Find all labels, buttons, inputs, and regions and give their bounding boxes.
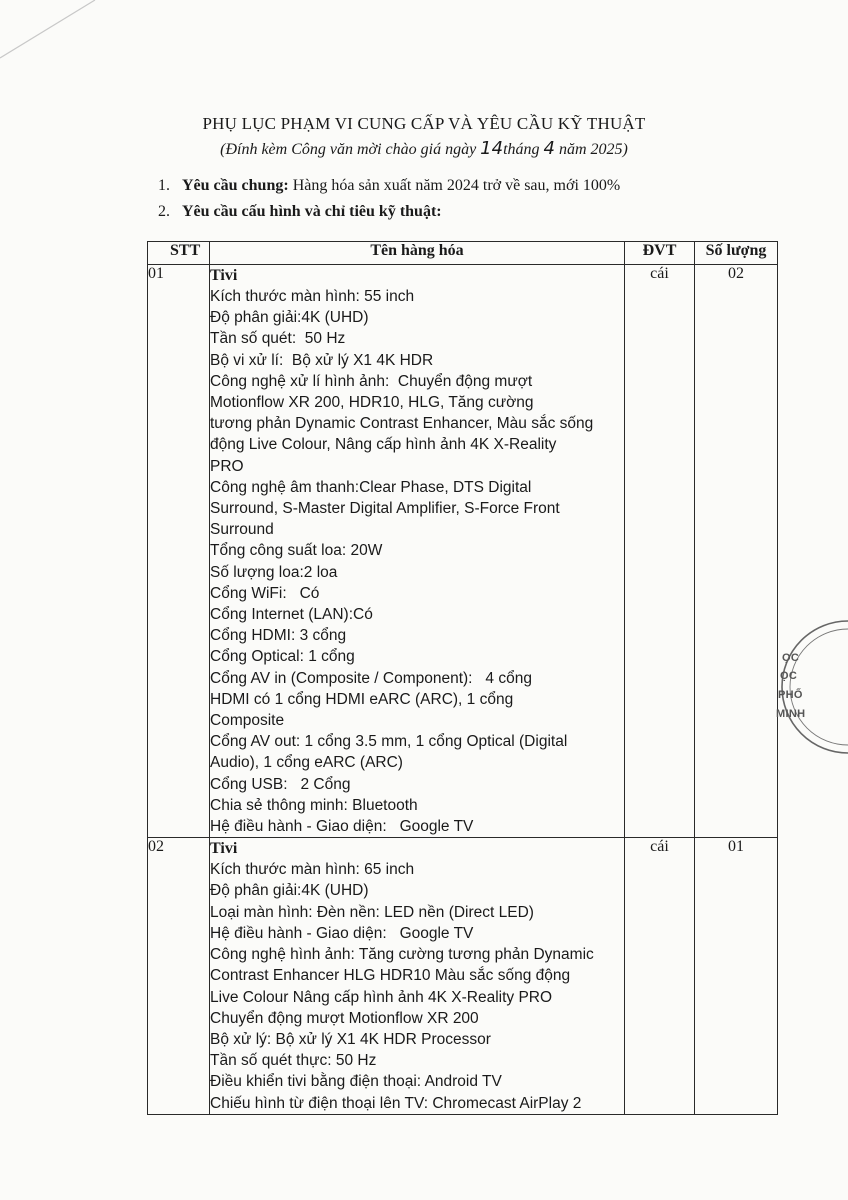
stamp-ring [762,612,848,762]
spec-line: Độ phân giải:4K (UHD) [210,309,369,327]
subtitle-month: 4 [543,138,555,159]
spec-line: Audio), 1 cổng eARC (ARC) [210,754,403,772]
spec-line: Kích thước màn hình: 65 inch [210,861,415,879]
header-qty: Số lượng [695,242,778,265]
subtitle-prefix: (Đính kèm Công văn mời chào giá ngày [220,141,477,158]
spec-line: Số lượng loa:2 loa [210,563,338,581]
stamp-line: MINH [776,708,806,720]
spec-line: Cổng USB: 2 Cổng [210,775,351,793]
spec-line: Tổng công suất loa: 20W [210,542,383,560]
cell-name [210,265,625,838]
spec-line: Tần số quét thực: 50 Hz [210,1052,377,1070]
subtitle-suffix: năm 2025) [558,141,628,158]
cell-unit: cái [625,838,695,1114]
item-name: Tivi [210,840,238,858]
requirement-text: Hàng hóa sản xuất năm 2024 trở về sau, mới 100% [288,177,621,194]
document-title: PHỤ LỤC PHẠM VI CUNG CẤP VÀ YÊU CẦU KỸ THUẬT [202,114,646,133]
stamp-line: PHỐ [778,689,803,701]
spec-line: Cổng HDMI: 3 cổng [210,627,347,645]
cell-stt: 02 [148,838,210,1114]
spec-line: Độ phân giải:4K (UHD) [210,882,369,900]
header-stt: STT [148,242,210,265]
spec-line: Tần số quét: 50 Hz [210,330,346,348]
spec-line: Surround, S-Master Digital Amplifier, S-Force Front [210,500,560,518]
spec-line: Kích thước màn hình: 55 inch [210,288,415,305]
requirement-number: 1. [158,177,170,194]
spec-line: Motionflow XR 200, HDR10, HLG, Tăng cường [210,394,534,412]
cell-name [210,838,625,1114]
red-stamp-seal [762,612,848,762]
cell-qty: 01 [695,838,778,1114]
cell-stt: 01 [148,265,210,838]
requirement-heading: Yêu cầu chung: [182,177,289,194]
spec-line: Chuyển động mượt Motionflow XR 200 [210,1009,479,1027]
requirement-heading: Yêu cầu cấu hình và chỉ tiêu kỹ thuật: [182,203,442,220]
spec-line: Chiếu hình từ điện thoại lên TV: Chromecast AirPlay 2 [210,1094,582,1112]
spec-line: Cổng Internet (LAN):Có [210,606,373,624]
folded-corner-mark [0,0,120,60]
requirement-config [158,203,442,221]
table-header-row [148,242,778,265]
spec-line: tương phản Dynamic Contrast Enhancer, Màu sắc sống [210,415,594,433]
spec-line: PRO [210,457,244,475]
stamp-line: ỌC [782,652,800,664]
spec-line: Cổng AV in (Composite / Component): 4 cổng [210,669,532,687]
spec-line: Chia sẻ thông minh: Bluetooth [210,796,418,814]
stamp-line: ỌC [780,670,798,682]
spec-line: Cổng AV out: 1 cổng 3.5 mm, 1 cổng Optical (Digital [210,733,568,751]
spec-line: Loại màn hình: Đèn nền: LED nền (Direct LED) [210,903,534,921]
spec-line: Contrast Enhancer HLG HDR10 Màu sắc sống động [210,967,571,985]
subtitle-month-label: tháng [503,141,540,158]
spec-line: động Live Colour, Nâng cấp hình ảnh 4K X-Reality [210,436,557,454]
spec-line: HDMI có 1 cổng HDMI eARC (ARC), 1 cổng [210,690,514,708]
spec-line: Hệ điều hành - Giao diện: Google TV [210,924,474,942]
header-unit: ĐVT [625,242,695,265]
subtitle-day: 14 [480,138,504,159]
spec-line: Live Colour Nâng cấp hình ảnh 4K X-Reality PRO [210,988,553,1006]
document-subtitle [0,138,848,159]
spec-line: Bộ xử lý: Bộ xử lý X1 4K HDR Processor [210,1030,491,1048]
spec-line: Surround [210,521,274,539]
spec-table [147,241,778,1115]
spec-line: Cổng WiFi: Có [210,584,320,602]
requirement-number: 2. [158,203,170,220]
spec-line: Cổng Optical: 1 cổng [210,648,355,666]
item-name: Tivi [210,267,238,284]
spec-line: Công nghệ xử lí hình ảnh: Chuyển động mượt [210,372,533,390]
cell-unit: cái [625,265,695,838]
cell-qty: 02 [695,265,778,838]
spec-line: Hệ điều hành - Giao diện: Google TV [210,818,474,836]
spec-line: Công nghệ hình ảnh: Tăng cường tương phản Dynamic [210,946,594,964]
table-row [148,838,778,1114]
table-row [148,265,778,838]
spec-line: Bộ vi xử lí: Bộ xử lý X1 4K HDR [210,351,434,369]
requirement-general [158,177,620,195]
header-name: Tên hàng hóa [210,242,625,265]
spec-line: Composite [210,712,285,730]
spec-line: Công nghệ âm thanh:Clear Phase, DTS Digital [210,478,532,496]
spec-line: Điều khiển tivi bằng điện thoại: Android TV [210,1073,502,1091]
